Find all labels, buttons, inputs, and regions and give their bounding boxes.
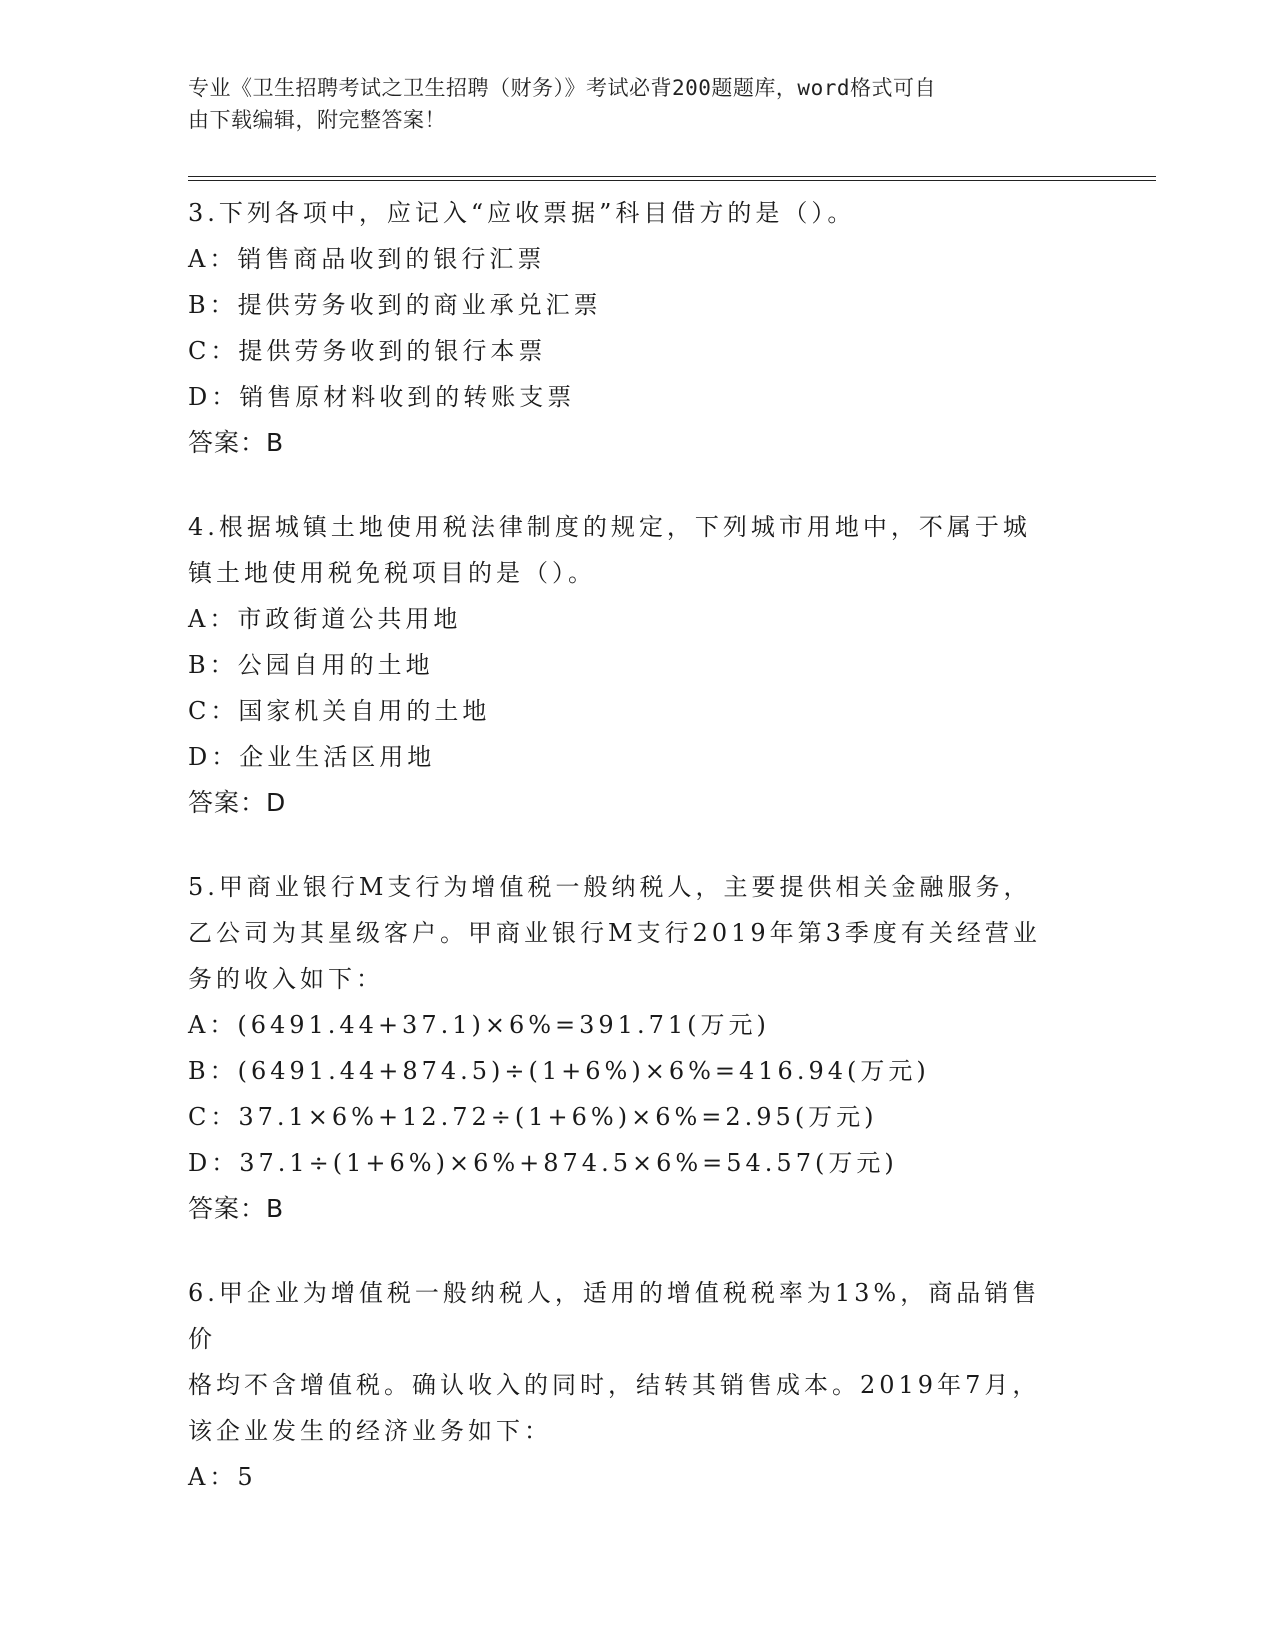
question-stem-continued: 镇土地使用税免税项目的是（）。 — [188, 559, 596, 587]
question-3 — [188, 190, 1068, 466]
option-a: A：市政街道公共用地 — [188, 605, 462, 633]
answer-line: 答案：B — [188, 428, 285, 457]
answer-line: 答案：B — [188, 1194, 285, 1223]
option-a: A：(6491.44+37.1)×6%=391.71(万元) — [188, 1011, 770, 1039]
option-d: D：37.1÷(1+6%)×6%+874.5×6%=54.57(万元) — [188, 1149, 898, 1177]
header-line-2: 由下载编辑，附完整答案！ — [188, 108, 446, 132]
question-stem-end: 务的收入如下： — [188, 965, 384, 993]
option-c: C：提供劳务收到的银行本票 — [188, 337, 547, 365]
question-stem: 3.下列各项中，应记入“应收票据”科目借方的是（）。 — [188, 199, 856, 227]
option-c: C：国家机关自用的土地 — [188, 697, 491, 725]
option-c: C：37.1×6%+12.72÷(1+6%)×6%=2.95(万元) — [188, 1103, 878, 1131]
option-d: D：销售原材料收到的转账支票 — [188, 383, 576, 411]
question-stem: 5.甲商业银行M支行为增值税一般纳税人，主要提供相关金融服务， — [188, 873, 1032, 901]
question-list — [188, 190, 1068, 1538]
option-b: B：(6491.44+874.5)÷(1+6%)×6%=416.94(万元) — [188, 1057, 930, 1085]
header-line-1: 专业《卫生招聘考试之卫生招聘（财务）》考试必背200题题库，word格式可自 — [188, 76, 936, 100]
option-d: D：企业生活区用地 — [188, 743, 436, 771]
question-6 — [188, 1270, 1068, 1500]
question-stem: 6.甲企业为增值税一般纳税人，适用的增值税税率为13%，商品销售价 — [188, 1279, 1041, 1353]
answer-line: 答案：D — [188, 788, 287, 817]
option-a: A：销售商品收到的银行汇票 — [188, 245, 546, 273]
question-stem-continued: 乙公司为其星级客户。甲商业银行M支行2019年第3季度有关经营业 — [188, 919, 1041, 947]
header-divider — [188, 176, 1156, 181]
question-4 — [188, 504, 1068, 826]
document-header — [188, 72, 1068, 136]
option-b: B：提供劳务收到的商业承兑汇票 — [188, 291, 602, 319]
question-stem-end: 该企业发生的经济业务如下： — [188, 1417, 552, 1445]
option-b: B：公园自用的土地 — [188, 651, 434, 679]
question-stem: 4.根据城镇土地使用税法律制度的规定，下列城市用地中，不属于城 — [188, 513, 1031, 541]
option-a: A：5 — [188, 1463, 257, 1491]
question-stem-continued: 格均不含增值税。确认收入的同时，结转其销售成本。2019年7月， — [188, 1371, 1041, 1399]
question-5 — [188, 864, 1068, 1232]
